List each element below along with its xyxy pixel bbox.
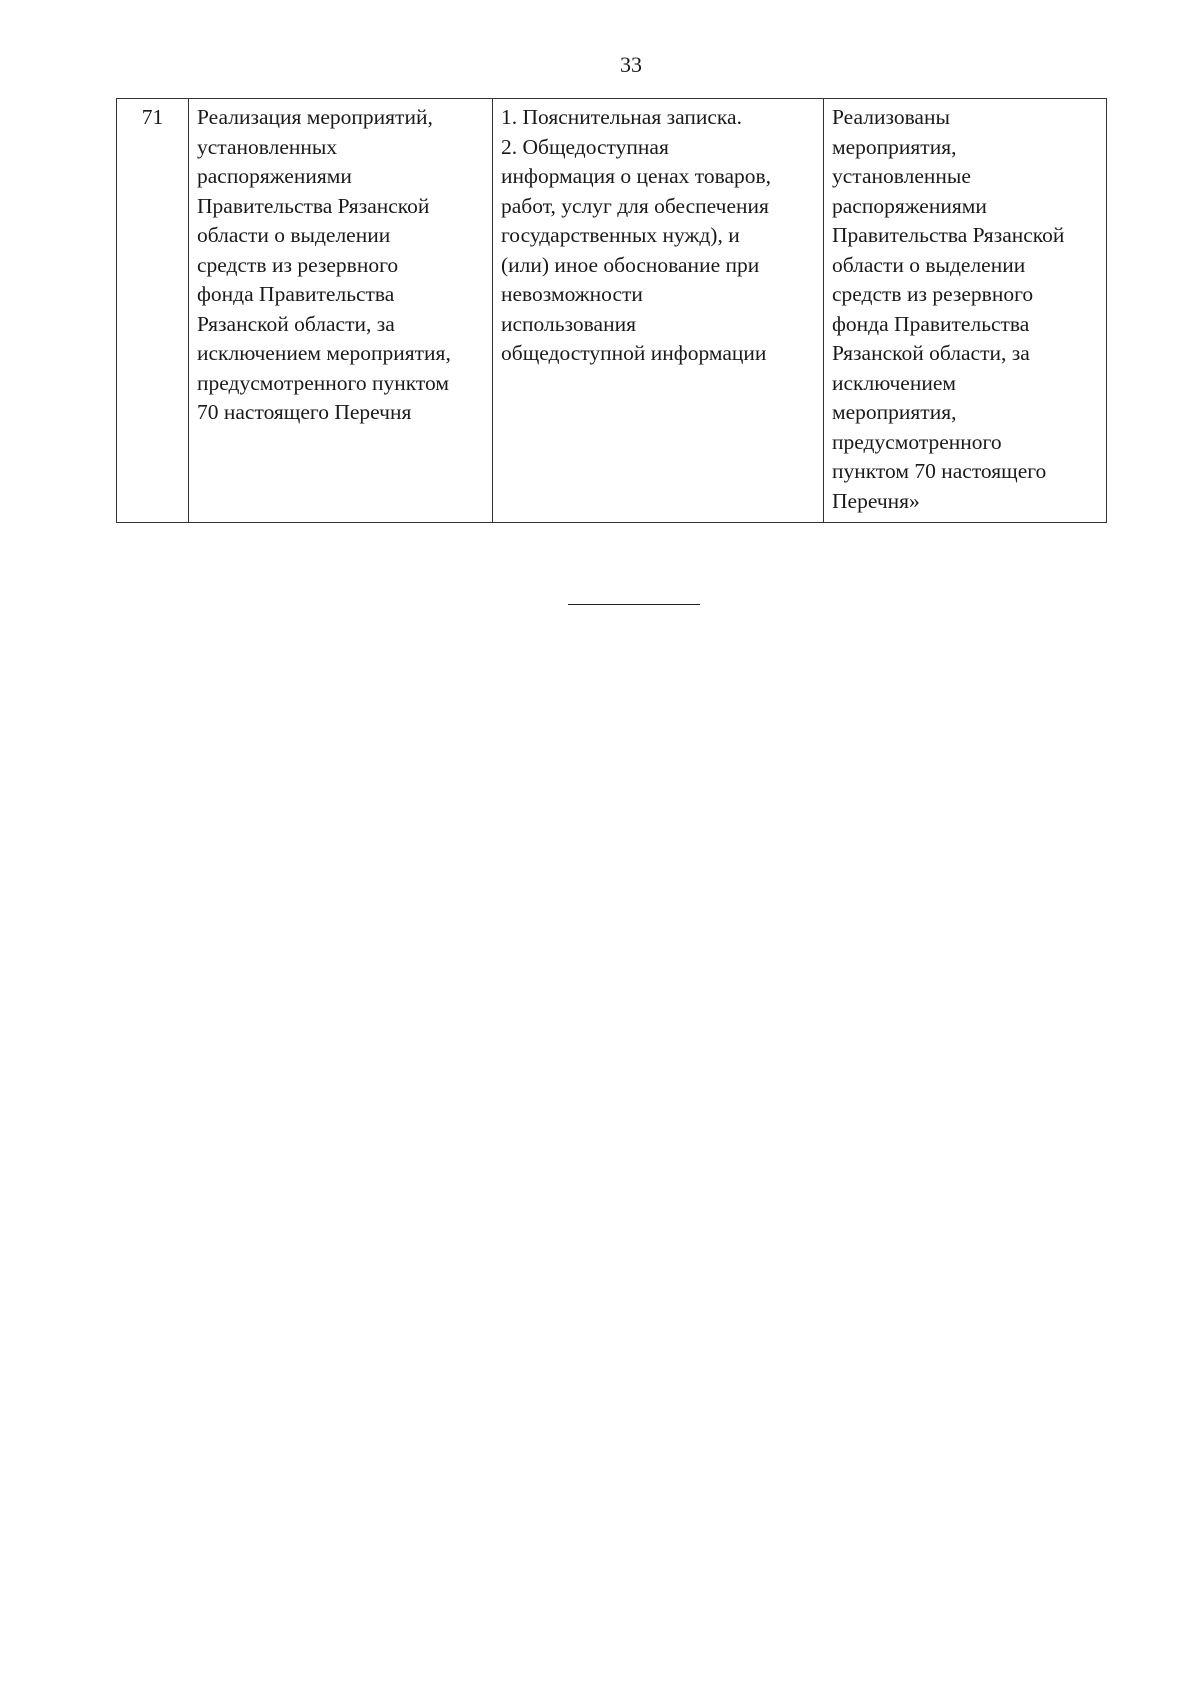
documents-text-line: 1. Пояснительная записка. [501,105,742,129]
result-text-line: предусмотренного [832,429,1002,454]
documents-text-line: невозможности [501,282,643,306]
event-text-line: фонда Правительства [197,282,395,306]
result-text-line: Реализованы [832,105,950,129]
result-text-line: распоряжениями [832,193,987,218]
event-text-line: области о выделении [197,223,391,247]
documents-text-line: работ, услуг для обеспечения [501,193,769,218]
result-text-line: Рязанской области, за [832,341,1030,365]
event-text-line: средств из резервного [197,252,399,277]
result-text-line: фонда Правительства [832,311,1030,336]
event-text-line: исключением мероприятия, [197,341,451,365]
closing-rule [568,604,700,605]
result-text-line: области о выделении [832,252,1026,277]
event-text-line: Правительства Рязанской [197,193,430,218]
result-text-line: установленные [832,164,971,188]
documents-text-line: (или) иное обоснование при [501,252,760,277]
result-text-line: средств из резервного [832,282,1034,306]
result-text-line: пунктом 70 настоящего [832,459,1047,483]
event-text-line: 70 настоящего Перечня [197,400,412,424]
documents-text-line: информация о ценах товаров, [501,164,772,188]
result-cell [824,99,1107,523]
documents-text-line: общедоступной информации [501,341,767,365]
event-text-line: предусмотренного пунктом [197,370,449,395]
row-number-cell [117,99,189,523]
result-text-line: Правительства Рязанской [832,223,1065,247]
documents-text-line: 2. Общедоступная [501,134,669,159]
table-row [117,99,1107,523]
documents-text-line: государственных нужд), и [501,223,740,247]
event-text-line: Рязанской области, за [197,311,395,336]
documents-cell [493,99,824,523]
event-text-line: установленных [197,134,338,159]
document-table [116,98,1107,523]
result-text-line: мероприятия, [832,400,957,424]
event-text-line: распоряжениями [197,164,352,188]
row-number: 71 [141,105,164,129]
event-text-line: Реализация мероприятий, [197,105,433,129]
documents-text-line: использования [501,311,636,336]
page-number: 33 [620,52,642,77]
result-text-line: исключением [832,370,956,395]
event-cell [189,99,493,523]
result-text-line: мероприятия, [832,134,957,159]
result-text-line: Перечня» [832,488,920,513]
